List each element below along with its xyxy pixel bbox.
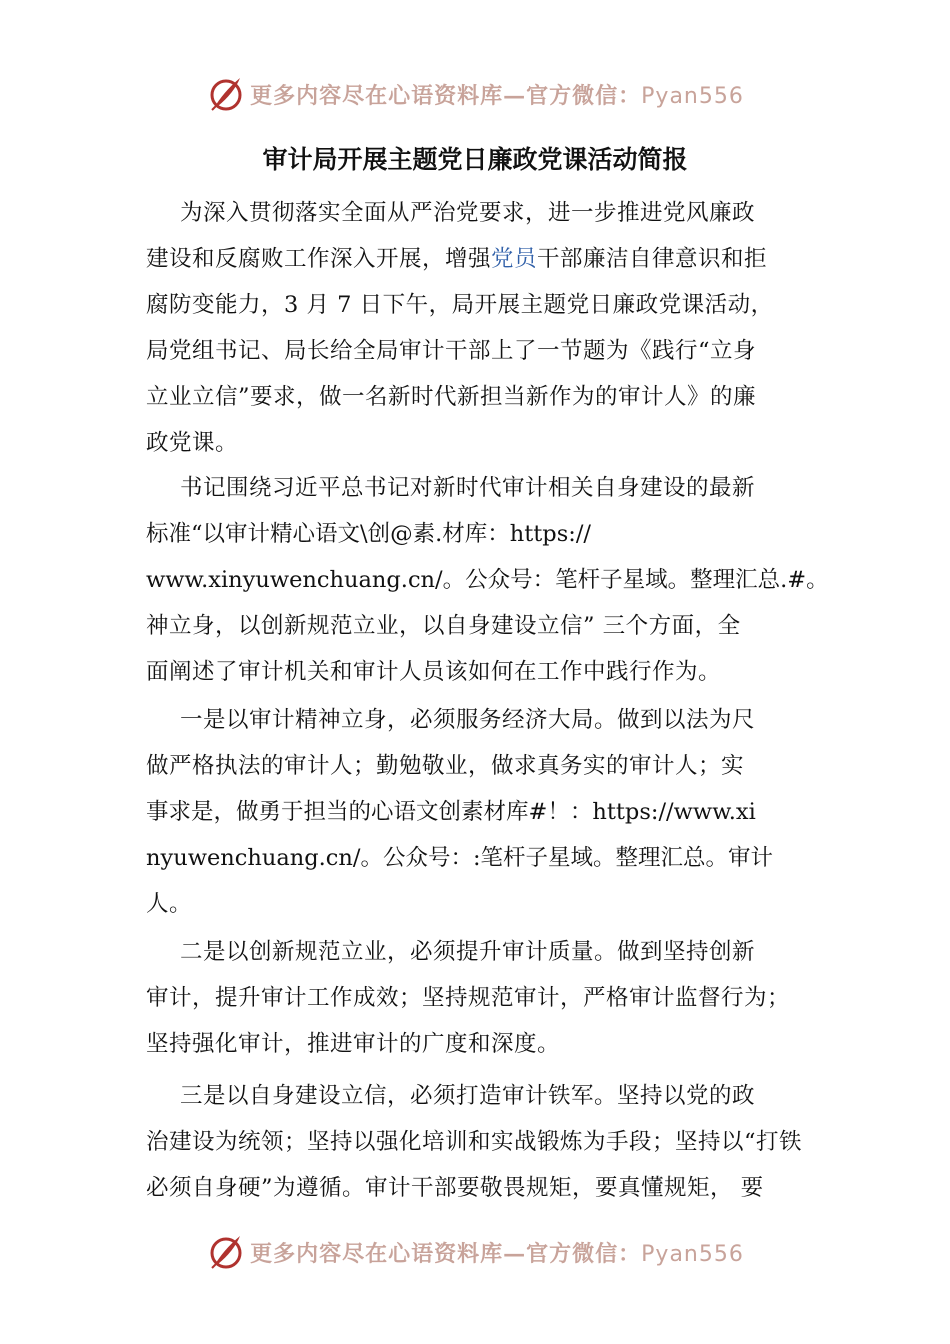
watermark-text: 更多内容尽在心语资料库—官方微信：Pyan556 [250,82,744,109]
paragraph-3 [146,697,826,927]
text-line: 坚持强化审计，推进审计的广度和深度。 [146,1031,561,1057]
paragraph-5 [146,1073,826,1211]
watermark-text: 更多内容尽在心语资料库—官方微信：Pyan556 [250,1240,744,1267]
header-watermark-banner [0,72,950,116]
text-line: 神立身，以创新规范立业，以自身建设立信” 三个方面，全 [146,613,741,639]
text-line: 局党组书记、局长给全局审计干部上了一节题为《践行“立身 [146,338,757,364]
text-line: 必须自身硬”为遵循。审计干部要敬畏规矩，要真懂规矩， 要 [146,1175,764,1201]
document-title: 审计局开展主题党日廉政党课活动简报 [262,145,688,174]
text-line: 立业立信”要求，做一名新时代新担当新作为的审计人》的廉 [146,384,757,410]
footer-watermark-banner [0,1230,950,1274]
wechat-id: Pyan556 [641,1241,744,1267]
text-line: 标准“以审计精心语文\创@素.材库：https:// [146,521,592,547]
quill-pen-logo-icon [206,1232,246,1272]
wechat-id: Pyan556 [641,83,744,109]
text-line: 面阐述了审计机关和审计人员该如何在工作中践行作为。 [146,659,722,685]
text-line: 审计，提升审计工作成效；坚持规范审计，严格审计监督行为； [146,985,791,1011]
text-line: 腐防变能力，3 月 7 日下午，局开展主题党日廉政党课活动， [146,292,774,318]
paragraph-1 [146,190,826,466]
text-line: 做严格执法的审计人；勤勉敬业，做求真务实的审计人；实 [146,753,745,779]
text-line: 事求是，做勇于担当的心语文创素材库#！：https://www.xi [146,799,756,825]
text-line: 二是以创新规范立业，必须提升审计质量。做到坚持创新 [180,939,756,965]
text-line: nyuwenchuang.cn/。公众号：:笔杆子星域。整理汇总。审计 [146,845,774,871]
text-line: 建设和反腐败工作深入开展，增强党员干部廉洁自律意识和拒 [146,246,768,272]
text-line: 一是以审计精神立身，必须服务经济大局。做到以法为尺 [180,707,756,733]
text-line: 为深入贯彻落实全面从严治党要求，进一步推进党风廉政 [180,200,756,226]
paragraph-4 [146,929,826,1067]
highlight-link[interactable]: 党员 [491,246,538,272]
quill-pen-logo-icon [206,74,246,114]
paragraph-2 [146,465,829,695]
text-line: 人。 [146,891,193,917]
text-line: 三是以自身建设立信，必须打造审计铁军。坚持以党的政 [180,1083,756,1109]
text-line: www.xinyuwenchuang.cn/。公众号：笔杆子星域。整理汇总.#。 [146,567,829,593]
text-line: 书记围绕习近平总书记对新时代审计相关自身建设的最新 [180,475,756,501]
text-line: 政党课。 [146,430,239,456]
text-line: 治建设为统领；坚持以强化培训和实战锻炼为手段；坚持以“打铁 [146,1129,803,1155]
